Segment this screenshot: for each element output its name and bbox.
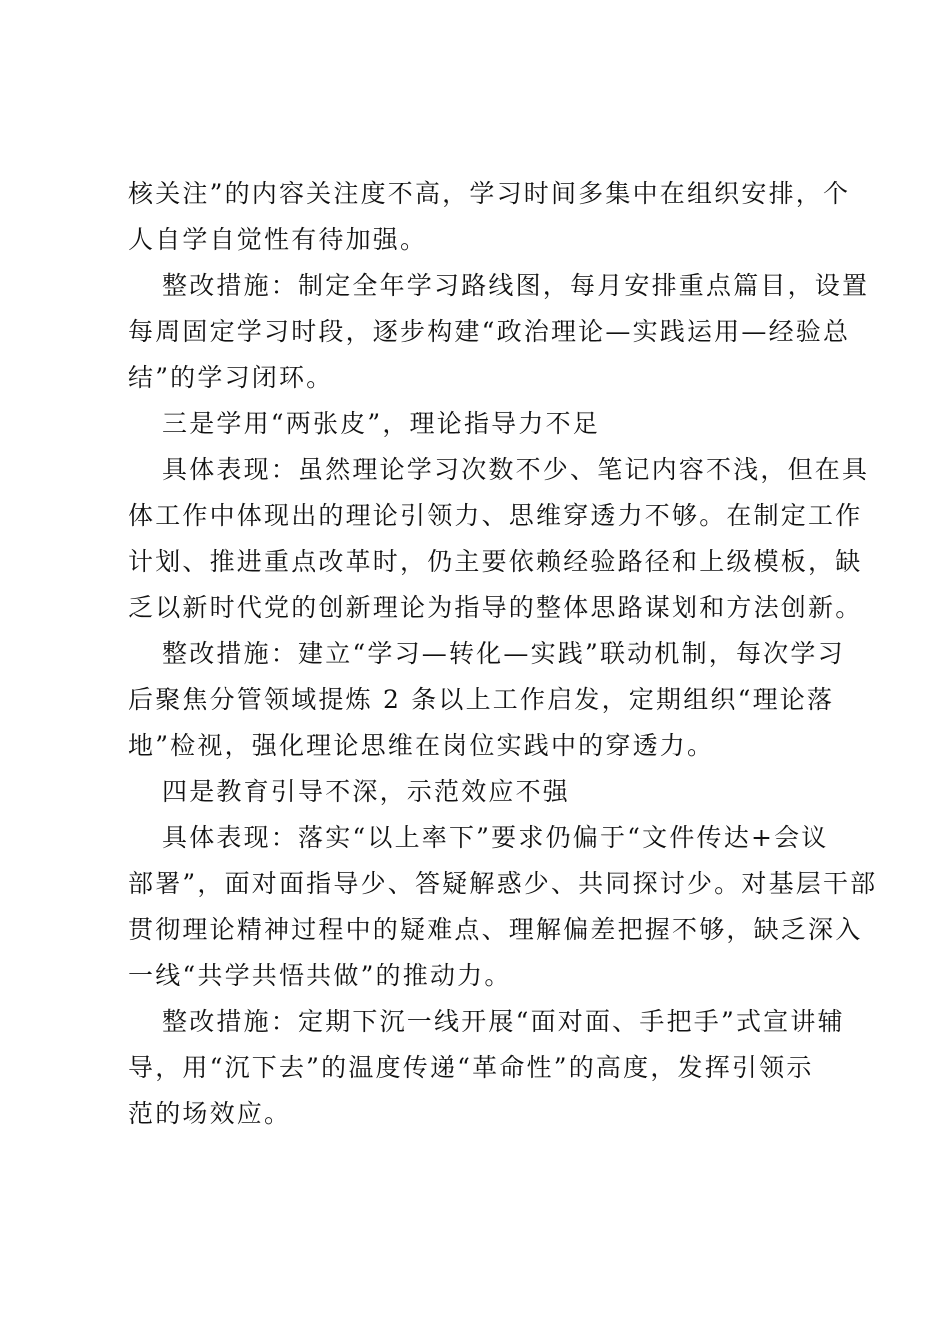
- specific-performance-paragraph: 具体表现：虽然理论学习次数不少、笔记内容不浅，但在具: [162, 455, 870, 484]
- text-line: 一线“共学共悟共做”的推动力。: [128, 961, 512, 990]
- rectification-measures-paragraph: 整改措施：定期下沉一线开展“面对面、手把手”式宣讲辅: [162, 1007, 845, 1036]
- text-line: 导，用“沉下去”的温度传递“革命性”的高度，发挥引领示: [128, 1053, 814, 1082]
- text-line: 贯彻理论精神过程中的疑难点、理解偏差把握不够，缺乏深入: [128, 915, 863, 944]
- rectification-measures-paragraph: 整改措施：建立“学习—转化—实践”联动机制，每次学习: [162, 639, 845, 668]
- rectification-measures-paragraph: 整改措施：制定全年学习路线图，每月安排重点篇目，设置: [162, 271, 870, 300]
- text-line: 人自学自觉性有待加强。: [128, 225, 428, 254]
- text-line: 地”检视，强化理论思维在岗位实践中的穿透力。: [128, 731, 715, 760]
- text-line: 范的场效应。: [128, 1099, 292, 1128]
- text-line: 每周固定学习时段，逐步构建“政治理论—实践运用—经验总: [128, 317, 851, 346]
- text-line: 结”的学习闭环。: [128, 363, 334, 392]
- text-line: 部署”，面对面指导少、答疑解惑少、共同探讨少。对基层干部: [128, 869, 878, 898]
- specific-performance-paragraph: 具体表现：落实“以上率下”要求仍偏于“文件传达+会议: [162, 823, 829, 852]
- text-line: 核关注”的内容关注度不高，学习时间多集中在组织安排，个: [128, 179, 851, 208]
- section-heading-four: 四是教育引导不深，示范效应不强: [162, 777, 571, 806]
- section-heading-three: 三是学用“两张皮”，理论指导力不足: [162, 409, 600, 438]
- text-line: 计划、推进重点改革时，仍主要依赖经验路径和上级模板，缺: [128, 547, 863, 576]
- text-line: 乏以新时代党的创新理论为指导的整体思路谋划和方法创新。: [128, 593, 863, 622]
- text-line: 后聚焦分管领域提炼 2 条以上工作启发，定期组织“理论落: [128, 685, 835, 714]
- text-line: 体工作中体现出的理论引领力、思维穿透力不够。在制定工作: [128, 501, 863, 530]
